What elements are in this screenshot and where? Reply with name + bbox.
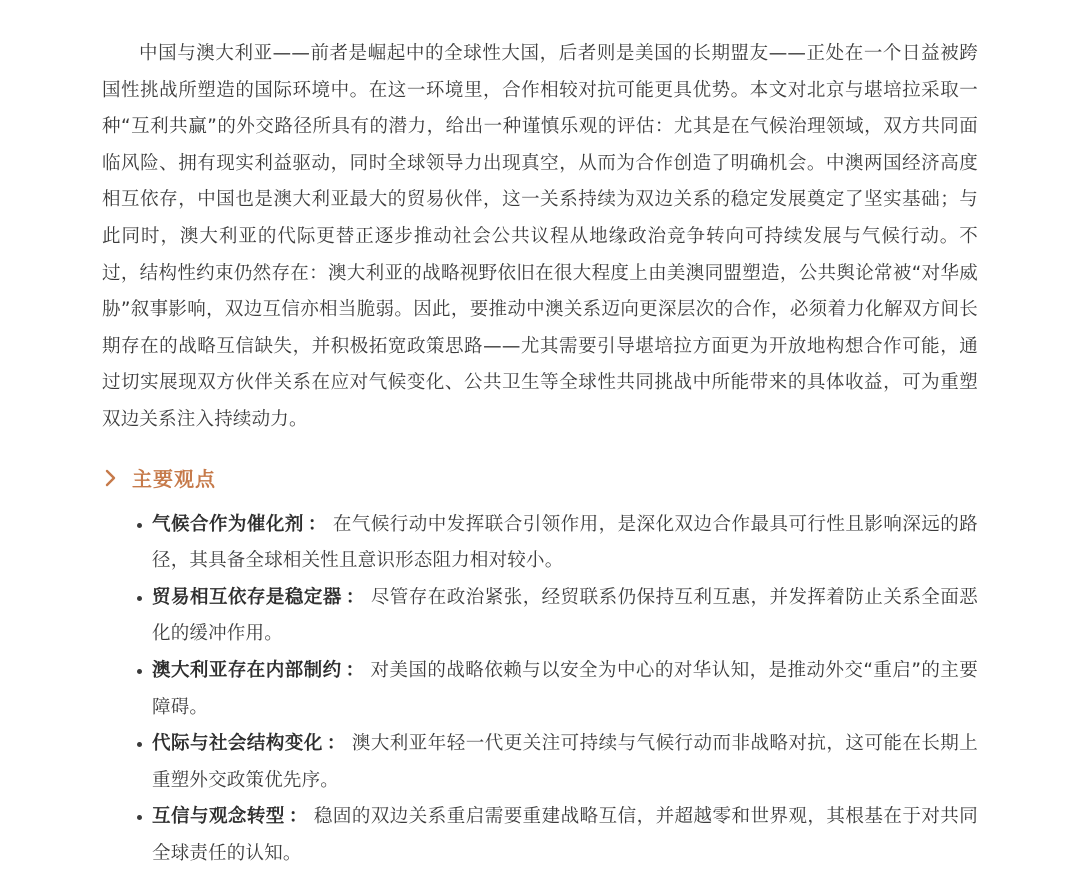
key-point-item	[102, 726, 978, 799]
intro-paragraph: 中国与澳大利亚——前者是崛起中的全球性大国，后者则是美国的长期盟友——正处在一个日益被跨国性挑战所塑造的国际环境中。在这一环境里，合作相较对抗可能更具优势。本文对北京与堪培拉采取一种“互利共赢”的外交路径所具有的潜力，给出一种谨慎乐观的评估：尤其是在气候治理领域，双方共同面临风险、拥有现实利益驱动，同时全球领导力出现真空，从而为合作创造了明确机会。中澳两国经济高度相互依存，中国也是澳大利亚最大的贸易伙伴，这一关系持续为双边关系的稳定发展奠定了坚实基础；与此同时，澳大利亚的代际更替正逐步推动社会公共议程从地缘政治竞争转向可持续发展与气候行动。不过，结构性约束仍然存在：澳大利亚的战略视野依旧在很大程度上由美澳同盟塑造，公共舆论常被“对华威胁”叙事影响，双边互信亦相当脆弱。因此，要推动中澳关系迈向更深层次的合作，必须着力化解双方间长期存在的战略互信缺失，并积极拓宽政策思路——尤其需要引导堪培拉方面更为开放地构想合作可能，通过切实展现双方伙伴关系在应对气候变化、公共卫生等全球性共同挑战中所能带来的具体收益，可为重塑双边关系注入持续动力。	[102, 43, 978, 430]
bullet-icon	[137, 815, 142, 820]
article	[102, 36, 978, 872]
key-points-list	[102, 507, 978, 873]
bullet-icon	[137, 596, 142, 601]
bullet-icon	[137, 669, 142, 674]
key-point-text: 尽管存在政治紧张，经贸联系仍保持互利互惠，并发挥着防止关系全面恶化的缓冲作用。	[152, 586, 978, 645]
key-point-title: 澳大利亚存在内部制约	[152, 659, 342, 681]
key-point-separator: ：	[345, 659, 365, 681]
chevron-right-icon	[100, 467, 122, 489]
bullet-icon	[137, 523, 142, 528]
key-point-title: 代际与社会结构变化	[152, 733, 323, 755]
key-point-separator: ：	[307, 513, 327, 535]
key-point-text: 澳大利亚年轻一代更关注可持续与气候行动而非战略对抗，这可能在长期上重塑外交政策优先序。	[152, 733, 978, 791]
key-point-title: 气候合作为催化剂	[152, 513, 304, 535]
key-point-text: 稳固的双边关系重启需要重建战略互信，并超越零和世界观，其根基在于对共同全球责任的认知。	[152, 806, 978, 864]
key-point-separator: ：	[345, 586, 365, 608]
key-point-item	[102, 653, 978, 726]
key-point-item	[102, 580, 978, 653]
section-title: 主要观点	[132, 467, 216, 492]
bullet-icon	[137, 742, 142, 747]
key-point-text: 在气候行动中发挥联合引领作用，是深化双边合作最具可行性且影响深远的路径，其具备全球相关性且意识形态阻力相对较小。	[152, 513, 978, 572]
key-point-separator: ：	[288, 806, 308, 828]
key-point-item	[102, 507, 978, 580]
key-point-text: 对美国的战略依赖与以安全为中心的对华认知，是推动外交“重启”的主要障碍。	[152, 659, 978, 718]
key-point-title: 互信与观念转型	[152, 806, 285, 828]
key-point-item	[102, 799, 978, 872]
key-point-separator: ：	[326, 733, 346, 755]
section-heading	[102, 459, 978, 497]
key-point-title: 贸易相互依存是稳定器	[152, 586, 342, 608]
